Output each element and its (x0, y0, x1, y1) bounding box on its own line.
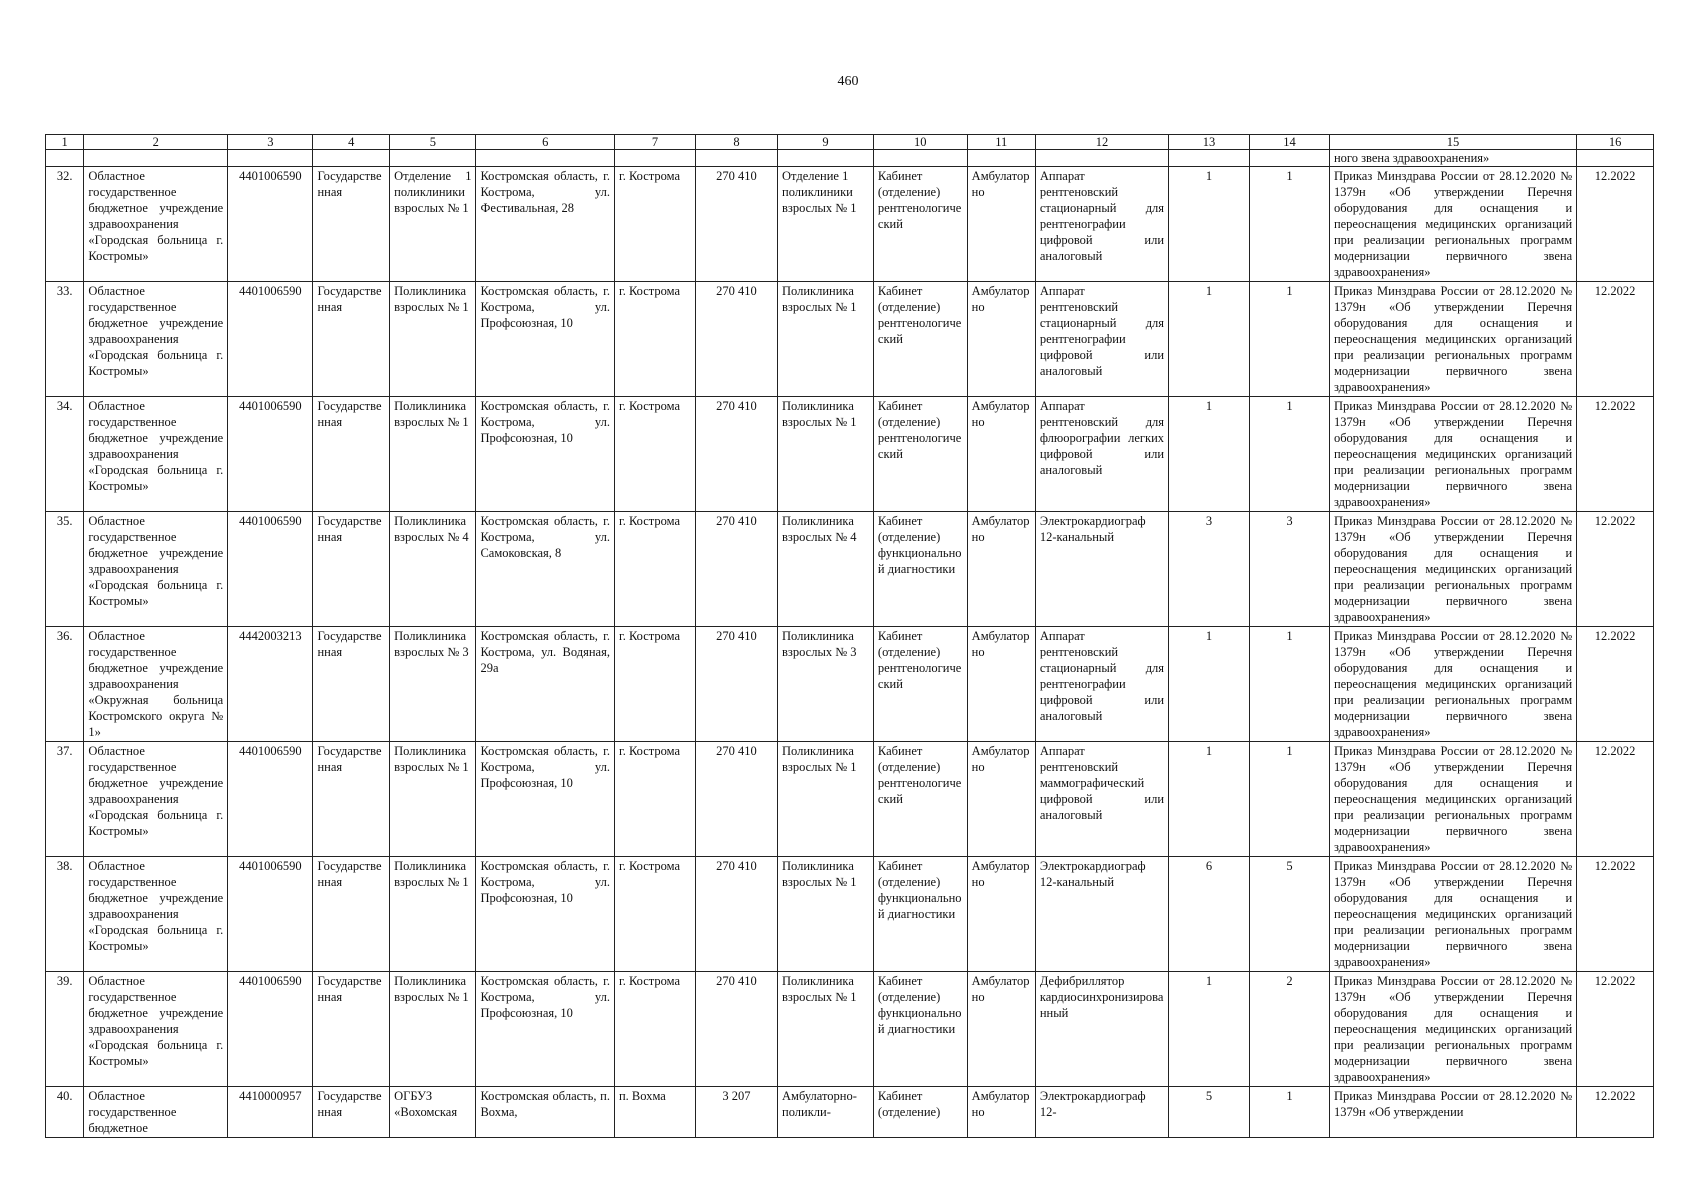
ownership-form: Государственная (313, 1087, 390, 1138)
quantity-1: 1 (1169, 167, 1250, 282)
institution-name: Областное государственное бюджетное учреждение здравоохранения «Городская больница г. Костромы» (84, 282, 228, 397)
column-number: 9 (778, 135, 874, 150)
unit-name: Поликлиника взрослых № 1 (778, 742, 874, 857)
division-name: Поликлиника взрослых № 1 (390, 857, 476, 972)
row-number: 35. (46, 512, 84, 627)
table-row (46, 627, 1654, 742)
deadline-date: 12.2022 (1577, 512, 1654, 627)
address-value: Костромская область, г. Кострома, ул. Фестивальная, 28 (476, 167, 615, 282)
care-type: Амбулаторно (967, 857, 1035, 972)
deadline-date: 12.2022 (1577, 282, 1654, 397)
quantity-1: 1 (1169, 627, 1250, 742)
deadline-date: 12.2022 (1577, 1087, 1654, 1138)
division-name: Поликлиника взрослых № 4 (390, 512, 476, 627)
unit-name: Отделение 1 поликлиники взрослых № 1 (778, 167, 874, 282)
ownership-form: Государственная (313, 397, 390, 512)
care-type: Амбулаторно (967, 1087, 1035, 1138)
column-number: 8 (695, 135, 777, 150)
unit-name: Поликлиника взрослых № 1 (778, 397, 874, 512)
unit-name: Амбулаторно-поликли- (778, 1087, 874, 1138)
oktmo-code: 270 410 (695, 742, 777, 857)
institution-name: Областное государственное бюджетное учреждение здравоохранения «Городская больница г. Костромы» (84, 167, 228, 282)
city-value: г. Кострома (614, 512, 695, 627)
cabinet-name: Кабинет (отделение) функциональной диагностики (873, 857, 967, 972)
page-number: 460 (837, 74, 859, 89)
column-number: 12 (1035, 135, 1168, 150)
table-row (46, 512, 1654, 627)
quantity-1: 1 (1169, 972, 1250, 1087)
city-value: г. Кострома (614, 627, 695, 742)
quantity-1: 1 (1169, 742, 1250, 857)
care-type: Амбулаторно (967, 167, 1035, 282)
legal-basis: Приказ Минздрава России от 28.12.2020 № 1379н «Об утверждении Перечня оборудования для оснащения и переоснащения медицинских организаций при реализации региональных программ модернизации первичного звена здравоохранения» (1329, 742, 1576, 857)
table-row (46, 167, 1654, 282)
ownership-form: Государственная (313, 972, 390, 1087)
cabinet-name: Кабинет (отделение) рентгенологический (873, 397, 967, 512)
row-number: 32. (46, 167, 84, 282)
care-type: Амбулаторно (967, 397, 1035, 512)
column-number: 15 (1329, 135, 1576, 150)
inn-value: 4442003213 (228, 627, 313, 742)
cabinet-name: Кабинет (отделение) рентгенологический (873, 282, 967, 397)
institution-name: Областное государственное бюджетное учреждение здравоохранения «Окружная больница Костромского округа № 1» (84, 627, 228, 742)
quantity-1: 5 (1169, 1087, 1250, 1138)
oktmo-code: 270 410 (695, 512, 777, 627)
institution-name: Областное государственное бюджетное учреждение здравоохранения «Городская больница г. Костромы» (84, 857, 228, 972)
quantity-1: 1 (1169, 397, 1250, 512)
care-type: Амбулаторно (967, 742, 1035, 857)
division-name: Поликлиника взрослых № 1 (390, 972, 476, 1087)
column-number-row (46, 135, 1654, 150)
quantity-2: 1 (1250, 397, 1330, 512)
cabinet-name: Кабинет (отделение) функциональной диагностики (873, 972, 967, 1087)
division-name: ОГБУЗ «Вохомская (390, 1087, 476, 1138)
column-number: 6 (476, 135, 615, 150)
address-value: Костромская область, г. Кострома, ул. Профсоюзная, 10 (476, 742, 615, 857)
city-value: г. Кострома (614, 167, 695, 282)
equipment-name: Аппарат рентгеновский стационарный для рентгенографии цифровой или аналоговый (1035, 282, 1168, 397)
column-number: 16 (1577, 135, 1654, 150)
inn-value: 4401006590 (228, 397, 313, 512)
table-row (46, 282, 1654, 397)
cabinet-name: Кабинет (отделение) (873, 1087, 967, 1138)
address-value: Костромская область, г. Кострома, ул. Профсоюзная, 10 (476, 857, 615, 972)
column-number: 14 (1250, 135, 1330, 150)
deadline-date: 12.2022 (1577, 742, 1654, 857)
quantity-2: 1 (1250, 167, 1330, 282)
address-value: Костромская область, г. Кострома, ул. Профсоюзная, 10 (476, 282, 615, 397)
quantity-2: 1 (1250, 1087, 1330, 1138)
row-number: 33. (46, 282, 84, 397)
oktmo-code: 3 207 (695, 1087, 777, 1138)
equipment-name: Электрокардиограф 12-канальный (1035, 512, 1168, 627)
city-value: п. Вохма (614, 1087, 695, 1138)
deadline-date: 12.2022 (1577, 857, 1654, 972)
inn-value: 4401006590 (228, 857, 313, 972)
address-value: Костромская область, г. Кострома, ул. Водяная, 29а (476, 627, 615, 742)
legal-basis: Приказ Минздрава России от 28.12.2020 № 1379н «Об утверждении Перечня оборудования для оснащения и переоснащения медицинских организаций при реализации региональных программ модернизации первичного звена здравоохранения» (1329, 397, 1576, 512)
ownership-form: Государственная (313, 742, 390, 857)
cabinet-name: Кабинет (отделение) рентгенологический (873, 627, 967, 742)
address-value: Костромская область, г. Кострома, ул. Профсоюзная, 10 (476, 397, 615, 512)
legal-basis: Приказ Минздрава России от 28.12.2020 № 1379н «Об утверждении Перечня оборудования для оснащения и переоснащения медицинских организаций при реализации региональных программ модернизации первичного звена здравоохранения» (1329, 512, 1576, 627)
address-value: Костромская область, п. Вохма, (476, 1087, 615, 1138)
equipment-name: Аппарат рентгеновский стационарный для рентгенографии цифровой или аналоговый (1035, 167, 1168, 282)
inn-value: 4401006590 (228, 282, 313, 397)
column-number: 10 (873, 135, 967, 150)
division-name: Отделение 1 поликлиники взрослых № 1 (390, 167, 476, 282)
table-row (46, 742, 1654, 857)
city-value: г. Кострома (614, 282, 695, 397)
unit-name: Поликлиника взрослых № 1 (778, 282, 874, 397)
cabinet-name: Кабинет (отделение) рентгенологический (873, 167, 967, 282)
care-type: Амбулаторно (967, 972, 1035, 1087)
care-type: Амбулаторно (967, 282, 1035, 397)
column-number: 11 (967, 135, 1035, 150)
unit-name: Поликлиника взрослых № 3 (778, 627, 874, 742)
row-number: 38. (46, 857, 84, 972)
institution-name: Областное государственное бюджетное учреждение здравоохранения «Городская больница г. Костромы» (84, 512, 228, 627)
legal-basis: Приказ Минздрава России от 28.12.2020 № 1379н «Об утверждении Перечня оборудования для оснащения и переоснащения медицинских организаций при реализации региональных программ модернизации первичного звена здравоохранения» (1329, 167, 1576, 282)
division-name: Поликлиника взрослых № 1 (390, 742, 476, 857)
table-row (46, 972, 1654, 1087)
division-name: Поликлиника взрослых № 3 (390, 627, 476, 742)
ownership-form: Государственная (313, 167, 390, 282)
oktmo-code: 270 410 (695, 282, 777, 397)
column-number: 7 (614, 135, 695, 150)
ownership-form: Государственная (313, 512, 390, 627)
quantity-1: 6 (1169, 857, 1250, 972)
column-number: 3 (228, 135, 313, 150)
column-number: 1 (46, 135, 84, 150)
division-name: Поликлиника взрослых № 1 (390, 282, 476, 397)
inn-value: 4410000957 (228, 1087, 313, 1138)
ownership-form: Государственная (313, 857, 390, 972)
cabinet-name: Кабинет (отделение) функциональной диагностики (873, 512, 967, 627)
unit-name: Поликлиника взрослых № 4 (778, 512, 874, 627)
equipment-name: Аппарат рентгеновский маммографический цифровой или аналоговый (1035, 742, 1168, 857)
address-value: Костромская область, г. Кострома, ул. Профсоюзная, 10 (476, 972, 615, 1087)
row-number: 40. (46, 1087, 84, 1138)
inn-value: 4401006590 (228, 512, 313, 627)
deadline-date: 12.2022 (1577, 397, 1654, 512)
institution-name: Областное государственное бюджетное учреждение здравоохранения «Городская больница г. Костромы» (84, 742, 228, 857)
table-row (46, 397, 1654, 512)
quantity-2: 2 (1250, 972, 1330, 1087)
legal-basis: Приказ Минздрава России от 28.12.2020 № 1379н «Об утверждении Перечня оборудования для оснащения и переоснащения медицинских организаций при реализации региональных программ модернизации первичного звена здравоохранения» (1329, 857, 1576, 972)
city-value: г. Кострома (614, 742, 695, 857)
city-value: г. Кострома (614, 397, 695, 512)
quantity-1: 1 (1169, 282, 1250, 397)
equipment-name: Дефибриллятор кардиосинхронизированный (1035, 972, 1168, 1087)
oktmo-code: 270 410 (695, 972, 777, 1087)
city-value: г. Кострома (614, 972, 695, 1087)
legal-basis: Приказ Минздрава России от 28.12.2020 № 1379н «Об утверждении (1329, 1087, 1576, 1138)
row-number: 36. (46, 627, 84, 742)
quantity-2: 1 (1250, 627, 1330, 742)
institution-name: Областное государственное бюджетное учреждение здравоохранения «Городская больница г. Костромы» (84, 972, 228, 1087)
quantity-2: 3 (1250, 512, 1330, 627)
ownership-form: Государственная (313, 282, 390, 397)
column-number: 13 (1169, 135, 1250, 150)
inn-value: 4401006590 (228, 742, 313, 857)
row-number: 34. (46, 397, 84, 512)
deadline-date: 12.2022 (1577, 972, 1654, 1087)
deadline-date: 12.2022 (1577, 627, 1654, 742)
unit-name: Поликлиника взрослых № 1 (778, 972, 874, 1087)
oktmo-code: 270 410 (695, 167, 777, 282)
ownership-form: Государственная (313, 627, 390, 742)
oktmo-code: 270 410 (695, 627, 777, 742)
column-number: 2 (84, 135, 228, 150)
quantity-2: 1 (1250, 282, 1330, 397)
legal-basis: Приказ Минздрава России от 28.12.2020 № 1379н «Об утверждении Перечня оборудования для оснащения и переоснащения медицинских организаций при реализации региональных программ модернизации первичного звена здравоохранения» (1329, 972, 1576, 1087)
care-type: Амбулаторно (967, 627, 1035, 742)
care-type: Амбулаторно (967, 512, 1035, 627)
deadline-date: 12.2022 (1577, 167, 1654, 282)
quantity-1: 3 (1169, 512, 1250, 627)
column-number: 4 (313, 135, 390, 150)
quantity-2: 1 (1250, 742, 1330, 857)
quantity-2: 5 (1250, 857, 1330, 972)
continuation-row (46, 150, 1654, 167)
inn-value: 4401006590 (228, 167, 313, 282)
inn-value: 4401006590 (228, 972, 313, 1087)
equipment-name: Аппарат рентгеновский для флюорографии легких цифровой или аналоговый (1035, 397, 1168, 512)
equipment-name: Электрокардиограф 12-канальный (1035, 857, 1168, 972)
institution-name: Областное государственное бюджетное учреждение здравоохранения «Городская больница г. Костромы» (84, 397, 228, 512)
unit-name: Поликлиника взрослых № 1 (778, 857, 874, 972)
equipment-table (45, 134, 1654, 1138)
oktmo-code: 270 410 (695, 397, 777, 512)
table-row (46, 1087, 1654, 1138)
row-number: 37. (46, 742, 84, 857)
division-name: Поликлиника взрослых № 1 (390, 397, 476, 512)
cabinet-name: Кабинет (отделение) рентгенологический (873, 742, 967, 857)
legal-basis: Приказ Минздрава России от 28.12.2020 № 1379н «Об утверждении Перечня оборудования для оснащения и переоснащения медицинских организаций при реализации региональных программ модернизации первичного звена здравоохранения» (1329, 627, 1576, 742)
equipment-name: Аппарат рентгеновский стационарный для рентгенографии цифровой или аналоговый (1035, 627, 1168, 742)
continuation-text: ного звена здравоохранения» (1329, 150, 1576, 167)
table-row (46, 857, 1654, 972)
row-number: 39. (46, 972, 84, 1087)
oktmo-code: 270 410 (695, 857, 777, 972)
equipment-name: Электрокардиограф 12- (1035, 1087, 1168, 1138)
institution-name: Областное государственное бюджетное (84, 1087, 228, 1138)
legal-basis: Приказ Минздрава России от 28.12.2020 № 1379н «Об утверждении Перечня оборудования для оснащения и переоснащения медицинских организаций при реализации региональных программ модернизации первичного звена здравоохранения» (1329, 282, 1576, 397)
address-value: Костромская область, г. Кострома, ул. Самоковская, 8 (476, 512, 615, 627)
column-number: 5 (390, 135, 476, 150)
city-value: г. Кострома (614, 857, 695, 972)
